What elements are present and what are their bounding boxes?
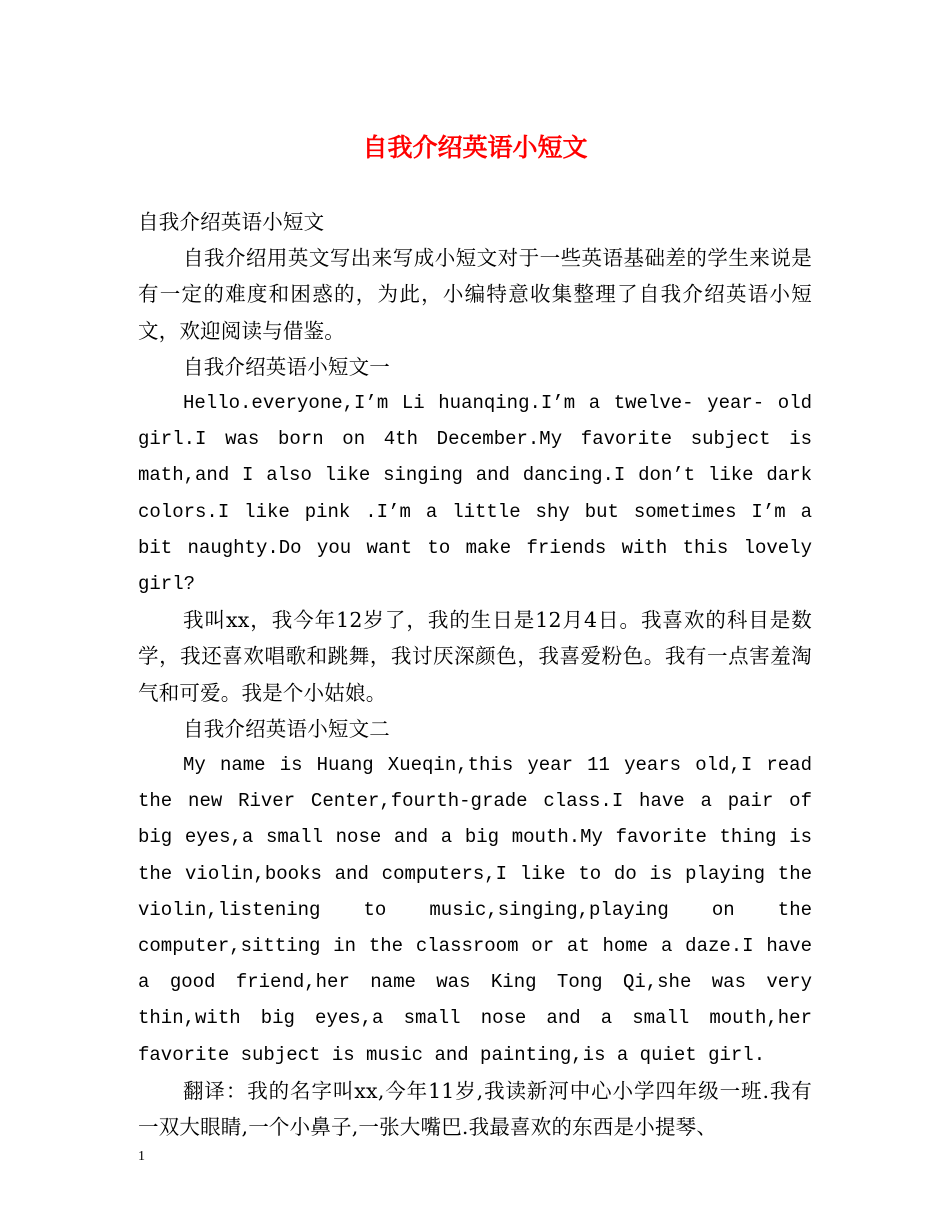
document-body [138, 204, 812, 1145]
paragraph-intro: 自我介绍用英文写出来写成小短文对于一些英语基础差的学生来说是有一定的难度和困惑的，为此，小编特意收集整理了自我介绍英语小短文，欢迎阅读与借鉴。 [138, 246, 812, 343]
paragraph-english-one: Hello.everyone,I’m Li huanqing.I’m a twelve- year- old girl.I was born on 4th December.My favorite subject is math,and I also like singing and dancing.I don’t like dark colors.I like pink .I’m a little shy but sometimes I’m a bit naughty.Do you want to make friends with this lovely girl? [138, 392, 812, 596]
paragraph-translation: 翻译：我的名字叫xx,今年11岁,我读新河中心小学四年级一班.我有一双大眼睛,一个小鼻子,一张大嘴巴.我最喜欢的东西是小提琴、 [138, 1078, 812, 1140]
document-title: 自我介绍英语小短文 [362, 133, 588, 162]
paragraph-english-two: My name is Huang Xueqin,this year 11 years old,I read the new River Center,fourth-grade class.I have a pair of big eyes,a small nose and a big mouth.My favorite thing is the violin,books and computers,I like to do is playing the violin,listening to music,singing,playing on the computer,sitting in the classroom or at home a daze.I have a good friend,her name was King Tong Qi,she was very thin,with big eyes,a small nose and a small mouth,her favorite subject is music and painting,is a quiet girl. [138, 754, 812, 1066]
section-heading-two: 自我介绍英语小短文二 [183, 716, 390, 741]
paragraph-heading: 自我介绍英语小短文 [138, 210, 325, 234]
page-number: 1 [138, 1149, 145, 1164]
paragraph-chinese-one: 我叫xx，我今年12岁了，我的生日是12月4日。我喜欢的科目是数学，我还喜欢唱歌和跳舞，我讨厌深颜色，我喜爱粉色。我有一点害羞淘气和可爱。我是个小姑娘。 [138, 608, 812, 705]
section-heading-one: 自我介绍英语小短文一 [183, 354, 390, 379]
